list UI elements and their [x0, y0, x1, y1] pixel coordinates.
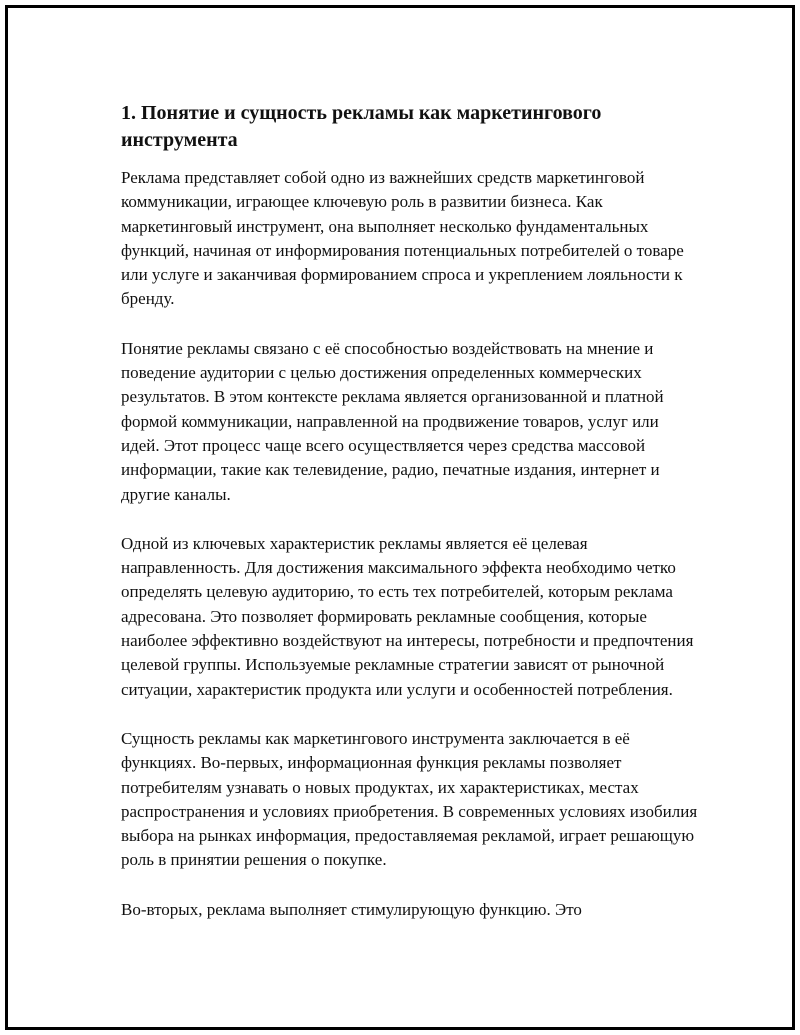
section-heading: 1. Понятие и сущность рекламы как маркетингового инструмента [121, 102, 602, 151]
document-content [121, 100, 701, 947]
paragraph-2: Понятие рекламы связано с её способностью воздействовать на мнение и поведение аудитории с целью достижения определенных коммерческих результатов. В этом контексте реклама является организованной и платной формой коммуникации, направленной на продвижение товаров, услуг или идей. Этот процесс чаще всего осуществляется через средства массовой информации, такие как телевидение, радио, печатные издания, интернет и другие каналы. [121, 338, 664, 504]
paragraph-1: Реклама представляет собой одно из важнейших средств маркетинговой коммуникации, играющее ключевую роль в развитии бизнеса. Как маркетинговый инструмент, она выполняет несколько фундаментальных функций, начиная от информирования потенциальных потребителей о товаре или услуге и заканчивая формированием спроса и укреплением лояльности к бренду. [121, 168, 684, 309]
paragraph-3: Одной из ключевых характеристик рекламы является её целевая направленность. Для достижения максимального эффекта необходимо четко определять целевую аудиторию, то есть тех потребителей, которым реклама адресована. Это позволяет формировать рекламные сообщения, которые наиболее эффективно воздействуют на интересы, потребности и предпочтения целевой группы. Используемые рекламные стратегии зависят от рыночной ситуации, характеристик продукта или услуги и особенностей потребления. [121, 533, 694, 699]
paragraph-5: Во-вторых, реклама выполняет стимулирующую функцию. Это [121, 899, 582, 919]
document-page [5, 5, 795, 1030]
paragraph-4: Сущность рекламы как маркетингового инструмента заключается в её функциях. Во-первых, информационная функция рекламы позволяет потребителям узнавать о новых продуктах, их характеристиках, местах распространения и условиях приобретения. В современных условиях изобилия выбора на рынках информация, предоставляемая рекламой, играет решающую роль в принятии решения о покупке. [121, 728, 698, 870]
